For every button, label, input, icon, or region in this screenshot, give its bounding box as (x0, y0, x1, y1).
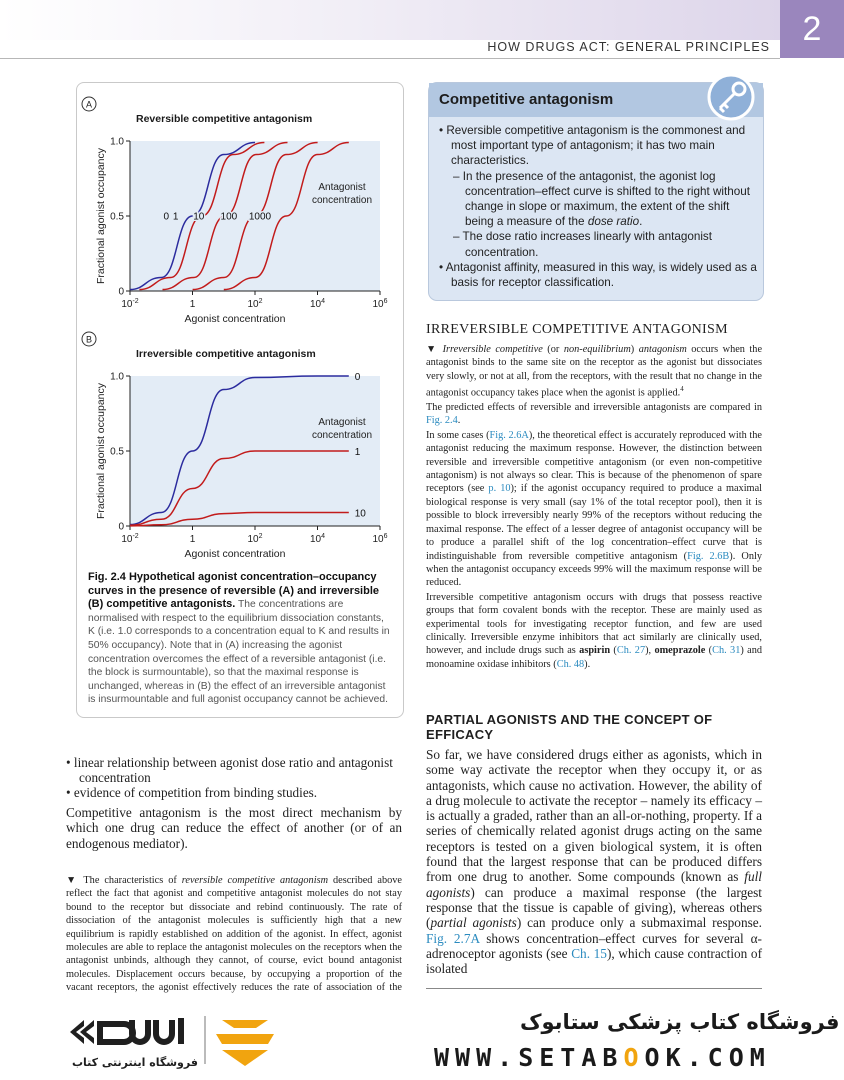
x-tick-label: $10^4$ (309, 533, 326, 545)
series-label: 100 (220, 211, 238, 223)
left-small-paragraph: ▼ The characteristics of reversible competitive antagonism described above reflect the fact that agonist and competitive antagonist molecules do not stay bound to the receptor but dissociate and rebind continuously. The rate of dissociation of the antagonist molecules is sufficiently high that a new equilibrium is rapidly established on addition of the agonist. In effect, agonist molecules are able to replace the antagonist molecules on the receptors when the antagonist unbinds, although they cannot, of course, evict bound antagonist molecules. Displacement occurs because, by occupying a proportion of the vacant receptors, the agonist effectively reduces the rate of association of the (66, 875, 402, 994)
series-label: 0 (163, 211, 170, 223)
series-label: 1000 (248, 211, 272, 223)
irreversible-heading: IRREVERSIBLE COMPETITIVE ANTAGONISM (426, 322, 728, 337)
partial-agonists-heading: PARTIAL AGONISTS AND THE CONCEPT OF EFFICACY (426, 712, 713, 742)
series-label: 0 (354, 372, 361, 383)
partial-agonists-text (426, 747, 762, 976)
fig-link[interactable]: Fig. 2.7A (426, 930, 480, 946)
y-axis-label: Fractional agonist occupancy (95, 148, 107, 284)
x-axis-label: Agonist concentration (184, 313, 286, 325)
x-axis-label: Agonist concentration (184, 548, 286, 560)
figure-2-4-charts (76, 82, 402, 572)
y-tick-label: 0 (118, 286, 124, 298)
bullet-list (66, 755, 402, 800)
page-link[interactable]: p. 10 (488, 483, 511, 495)
list-item: • linear relationship between agonist dose ratio and antagonist concentration (66, 755, 393, 785)
y-tick-label: 0 (118, 521, 124, 533)
y-tick-label: 0.5 (110, 211, 124, 223)
left-paragraph: Competitive antagonism is the most direct mechanism by which one drug can reduce the effect of another (or of an endogenous mediator). (66, 805, 402, 851)
key-concept-body (439, 123, 757, 290)
chapter-link[interactable]: Ch. 27 (616, 645, 646, 657)
fig-link[interactable]: Fig. 2.6A (489, 429, 529, 441)
header-band (0, 0, 780, 40)
x-tick-label: $10^6$ (372, 298, 388, 310)
paragraph: So far, we have considered drugs either as agonists, which in some way activate the receptor when they occupy it, or as antagonists, which cause no activation. However, the ability of a drug molecule to activate the receptor – namely its efficacy – is actually a graded, rather than an all-or-nothing, property. If a series of chemically related agonist drugs acting on the same receptors is tested on a given biological system, it is often found that the largest response that can be produced differs from one drug to another. Some compounds (known as full agonists) can produce a maximal response (the largest response that the tissue is capable of giving), whereas others (partial agonists) can produce only a submaximal response. Fig. 2.7A shows concentration–effect curves for several α-adrenoceptor agonists (see Ch. 15), which cause contraction of isolated (426, 747, 763, 977)
y-tick-label: 0.5 (110, 446, 124, 458)
series-label: 1 (354, 447, 361, 458)
footnote-rule (426, 988, 762, 989)
x-tick-label: 1 (189, 299, 196, 310)
chapter-link[interactable]: Ch. 15 (571, 945, 607, 961)
chart-title: Irreversible competitive antagonism (136, 348, 316, 360)
chart-title: Reversible competitive antagonism (136, 113, 313, 125)
chapter-number: 2 (780, 0, 844, 58)
x-tick-label: 1 (189, 534, 196, 545)
list-item: • evidence of competition from binding studies. (66, 785, 318, 800)
x-tick-label: $10^{-2}$ (121, 533, 139, 545)
y-axis-label: Fractional agonist occupancy (95, 383, 107, 519)
fig-link[interactable]: Fig. 2.6B (687, 550, 730, 562)
series-label: 10 (354, 508, 366, 520)
series-label: 10 (193, 211, 205, 223)
x-tick-label: $10^2$ (247, 298, 263, 310)
y-tick-label: 1.0 (110, 371, 124, 383)
paragraph: In some cases (Fig. 2.6A), the theoretical effect is accurately reproduced with the antagonist reducing the maximum response. However, the distinction between reversible and irreversible competitive antagonism (or even non-competitive antagonism) is not always so clear. This is because of the phenomenon of spare receptors (see p. 10); if the agonist occupancy required to produce a maximal biological response is very small (say 1% of the total receptor pool), then it is possible to block irreversibly nearly 99% of the receptors without reducing the maximal response. The effect of a lesser degree of antagonist occupancy will be to produce a parallel shift of the log concentration–effect curve that is indistinguishable from reversible competitive antagonism (Fig. 2.6B). Only when the antagonist occupancy exceeds 99% will the maximum response will be reduced. (426, 429, 763, 589)
x-tick-label: $10^2$ (247, 533, 263, 545)
store-name: فروشگاه کتاب پزشکی ستابوک (520, 1010, 840, 1034)
x-tick-label: $10^4$ (309, 298, 326, 310)
irreversible-text (426, 343, 762, 672)
paragraph: Irreversible competitive antagonism occurs with drugs that possess reactive groups that form covalent bonds with the receptor. These are mainly used as experimental tools for investigating receptor function, and few are used clinically. Irreversible enzyme inhibitors that act similarly are clinically used, however, and include drugs such as aspirin (Ch. 27), omeprazole (Ch. 31) and monoamine oxidase inhibitors (Ch. 48). (426, 591, 762, 670)
running-head: HOW DRUGS ACT: GENERAL PRINCIPLES (487, 40, 770, 54)
chapter-link[interactable]: Ch. 31 (712, 645, 741, 657)
x-tick-label: $10^{-2}$ (121, 298, 139, 310)
fig-link[interactable]: Fig. 2.4 (426, 415, 458, 427)
key-concept-title: Competitive antagonism (439, 91, 614, 108)
key-concept-bullet: • Reversible competitive antagonism is the commonest and most important type of antagonism; it has two main characteristics. (439, 124, 746, 168)
legend-title-line: Antagonist (318, 182, 366, 193)
key-concept-dash: – The dose ratio increases linearly with antagonist concentration. (453, 230, 713, 259)
chapter-link[interactable]: Ch. 48 (556, 658, 585, 670)
panel-label: A (85, 99, 93, 110)
legend-title-line: concentration (311, 195, 373, 206)
logo-text: فروشگاه اینترنتی کتاب (72, 1056, 198, 1069)
store-url[interactable]: WWW.SETABOOK.COM (434, 1043, 771, 1072)
paragraph: ▼ Irreversible competitive (or non-equilibrium) antagonism occurs when the antagonist binds to the same site on the receptor as the agonist but dissociates very slowly, or not at all, from the receptors, with the result that no change in the antagonist occupancy takes place when the agonist is applied.$^4$ (426, 344, 763, 399)
legend-title-line: concentration (311, 430, 373, 441)
key-icon (706, 72, 756, 122)
store-logo (66, 1010, 316, 1072)
header-rule (0, 58, 780, 59)
legend-title-line: Antagonist (318, 417, 366, 428)
caption-title: Fig. 2.4 Hypothetical agonist concentration–occupancy curves in the presence of reversible (A) and irreversible (B) competitive antagonists. (88, 571, 380, 611)
key-concept-dash: – In the presence of the antagonist, the agonist log concentration–effect curve is shifted to the right without change in slope or maximum, the extent of the shift being a measure of the dose ratio. (453, 169, 750, 229)
panel-label: B (85, 334, 93, 345)
caption-body: The concentrations are normalised with respect to the equilibrium dissociation constants, K (i.e. 1.0 corresponds to a concentration equal to K and results in 50% occupancy). Note that in (A) increasing the agonist concentration overcomes the effect of a reversible antagonist (i.e. the block is surmountable), so that the maximal response is unchanged, whereas in (B) the effect of an irreversible antagonist is insurmountable and full agonist occupancy cannot be achieved. (88, 599, 390, 706)
series-label: 1 (172, 211, 179, 223)
figure-caption (88, 571, 392, 707)
paragraph: The predicted effects of reversible and irreversible antagonists are compared in Fig. 2.4. (426, 402, 762, 427)
key-concept-bullet: • Antagonist affinity, measured in this way, is widely used as a basis for receptor classification. (439, 260, 757, 290)
x-tick-label: $10^6$ (372, 533, 388, 545)
y-tick-label: 1.0 (110, 136, 124, 148)
